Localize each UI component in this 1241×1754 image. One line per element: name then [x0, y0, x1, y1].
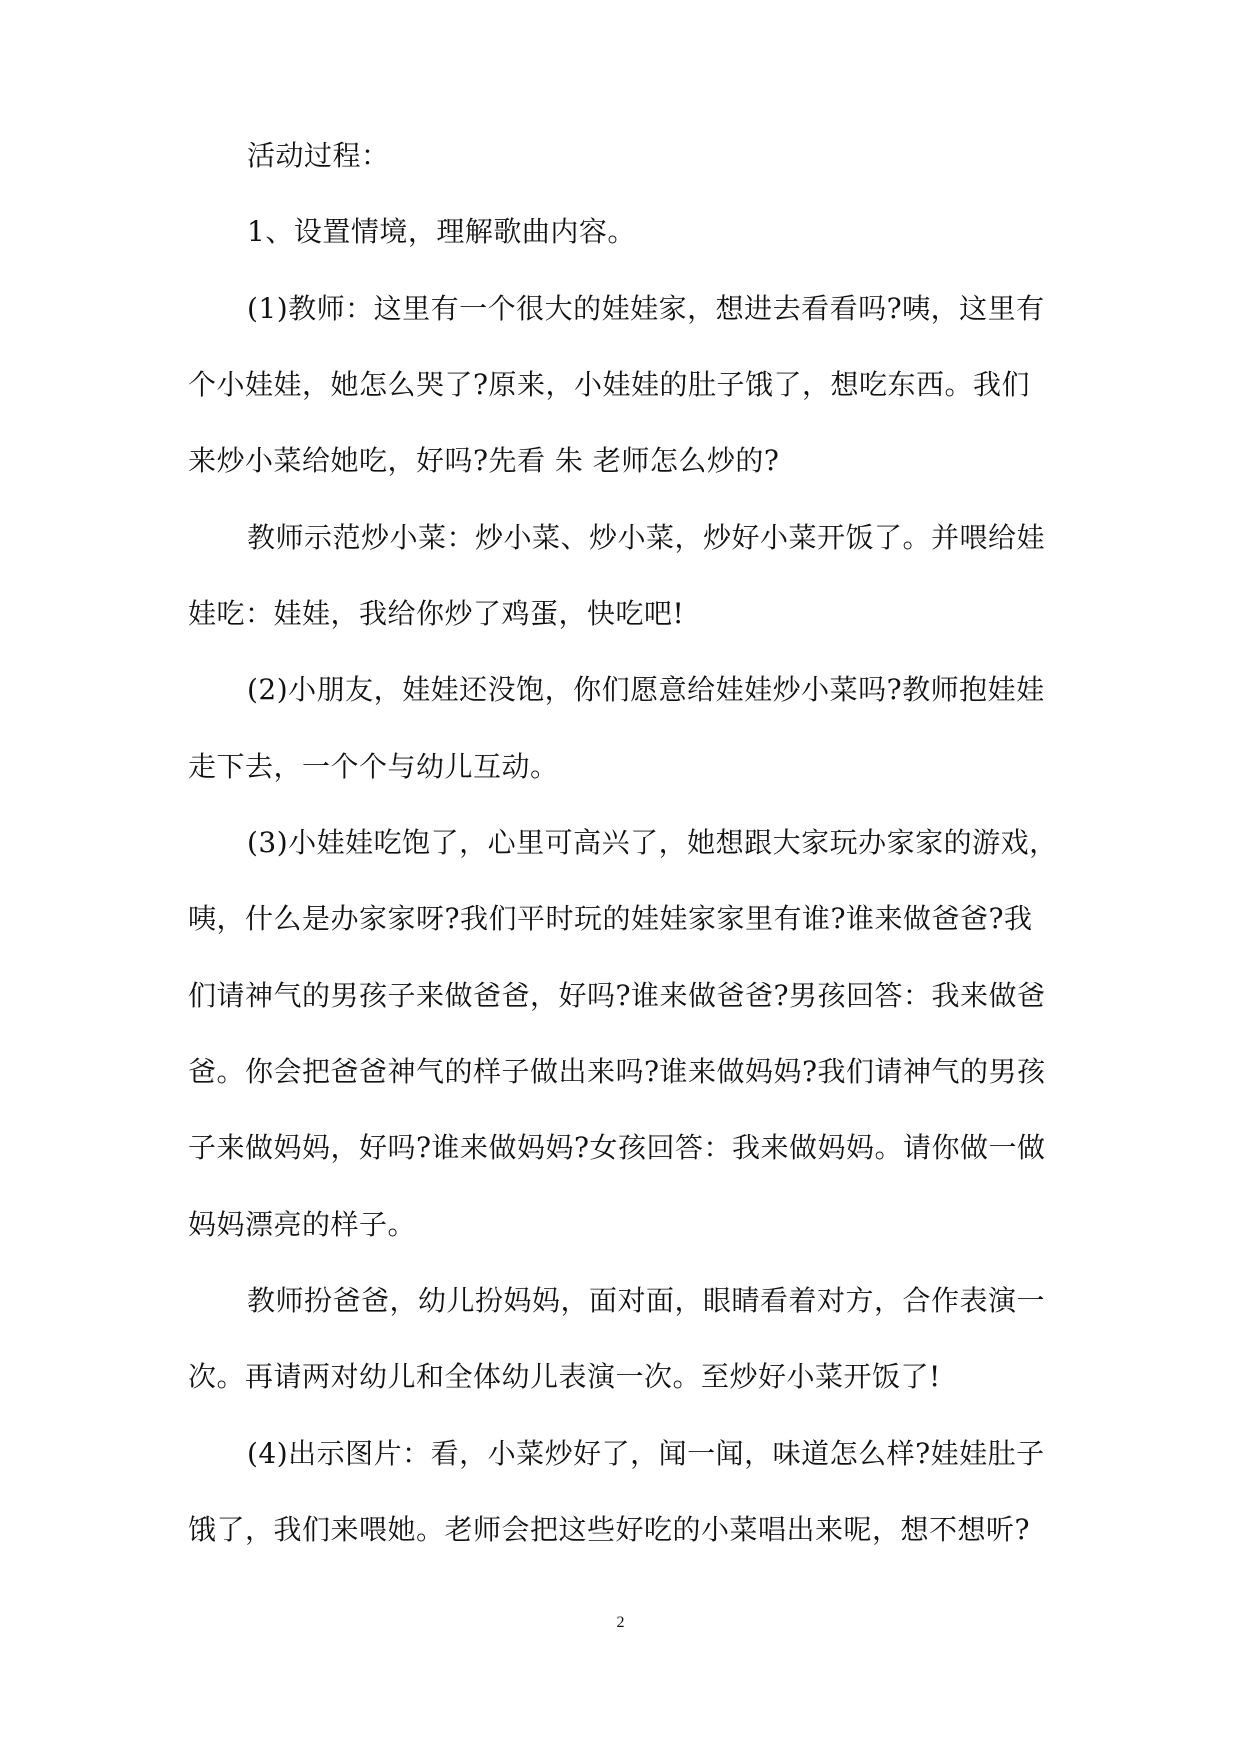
text-line: 个小娃娃，她怎么哭了?原来，小娃娃的肚子饿了，想吃东西。我们: [188, 368, 1031, 401]
text-line: 饿了，我们来喂她。老师会把这些好吃的小菜唱出来呢，想不想听?: [188, 1513, 1031, 1546]
text-line: 1、设置情境，理解歌曲内容。: [247, 215, 636, 248]
text-line: (2)小朋友，娃娃还没饱，你们愿意给娃娃炒小菜吗?教师抱娃娃: [247, 673, 1045, 706]
text-line: 爸。你会把爸爸神气的样子做出来吗?谁来做妈妈?我们请神气的男孩: [188, 1055, 1046, 1088]
text-line: 咦，什么是办家家呀?我们平时玩的娃娃家家里有谁?谁来做爸爸?我: [188, 902, 1033, 935]
text-line: 教师扮爸爸，幼儿扮妈妈，面对面，眼睛看着对方，合作表演一: [247, 1284, 1046, 1317]
text-line: (1)教师：这里有一个很大的娃娃家，想进去看看吗?咦，这里有: [247, 292, 1045, 325]
text-line: 妈妈漂亮的样子。: [188, 1208, 417, 1241]
text-line: 活动过程：: [247, 139, 390, 172]
page-number: 2: [616, 1614, 625, 1631]
text-line: 娃吃：娃娃，我给你炒了鸡蛋，快吃吧!: [188, 597, 685, 630]
text-line: 次。再请两对幼儿和全体幼儿表演一次。至炒好小菜开饭了!: [188, 1360, 941, 1393]
text-line: 子来做妈妈，好吗?谁来做妈妈?女孩回答：我来做妈妈。请你做一做: [188, 1131, 1046, 1164]
text-line: 走下去，一个个与幼儿互动。: [188, 750, 559, 783]
text-line: 来炒小菜给她吃，好吗?先看 朱 老师怎么炒的?: [188, 444, 780, 477]
text-line: (3)小娃娃吃饱了，心里可高兴了，她想跟大家玩办家家的游戏，: [247, 826, 1058, 859]
text-line: 教师示范炒小菜：炒小菜、炒小菜，炒好小菜开饭了。并喂给娃: [247, 521, 1046, 554]
text-line: (4)出示图片：看，小菜炒好了，闻一闻，味道怎么样?娃娃肚子: [247, 1437, 1045, 1470]
text-line: 们请神气的男孩子来做爸爸，好吗?谁来做爸爸?男孩回答：我来做爸: [188, 979, 1046, 1012]
